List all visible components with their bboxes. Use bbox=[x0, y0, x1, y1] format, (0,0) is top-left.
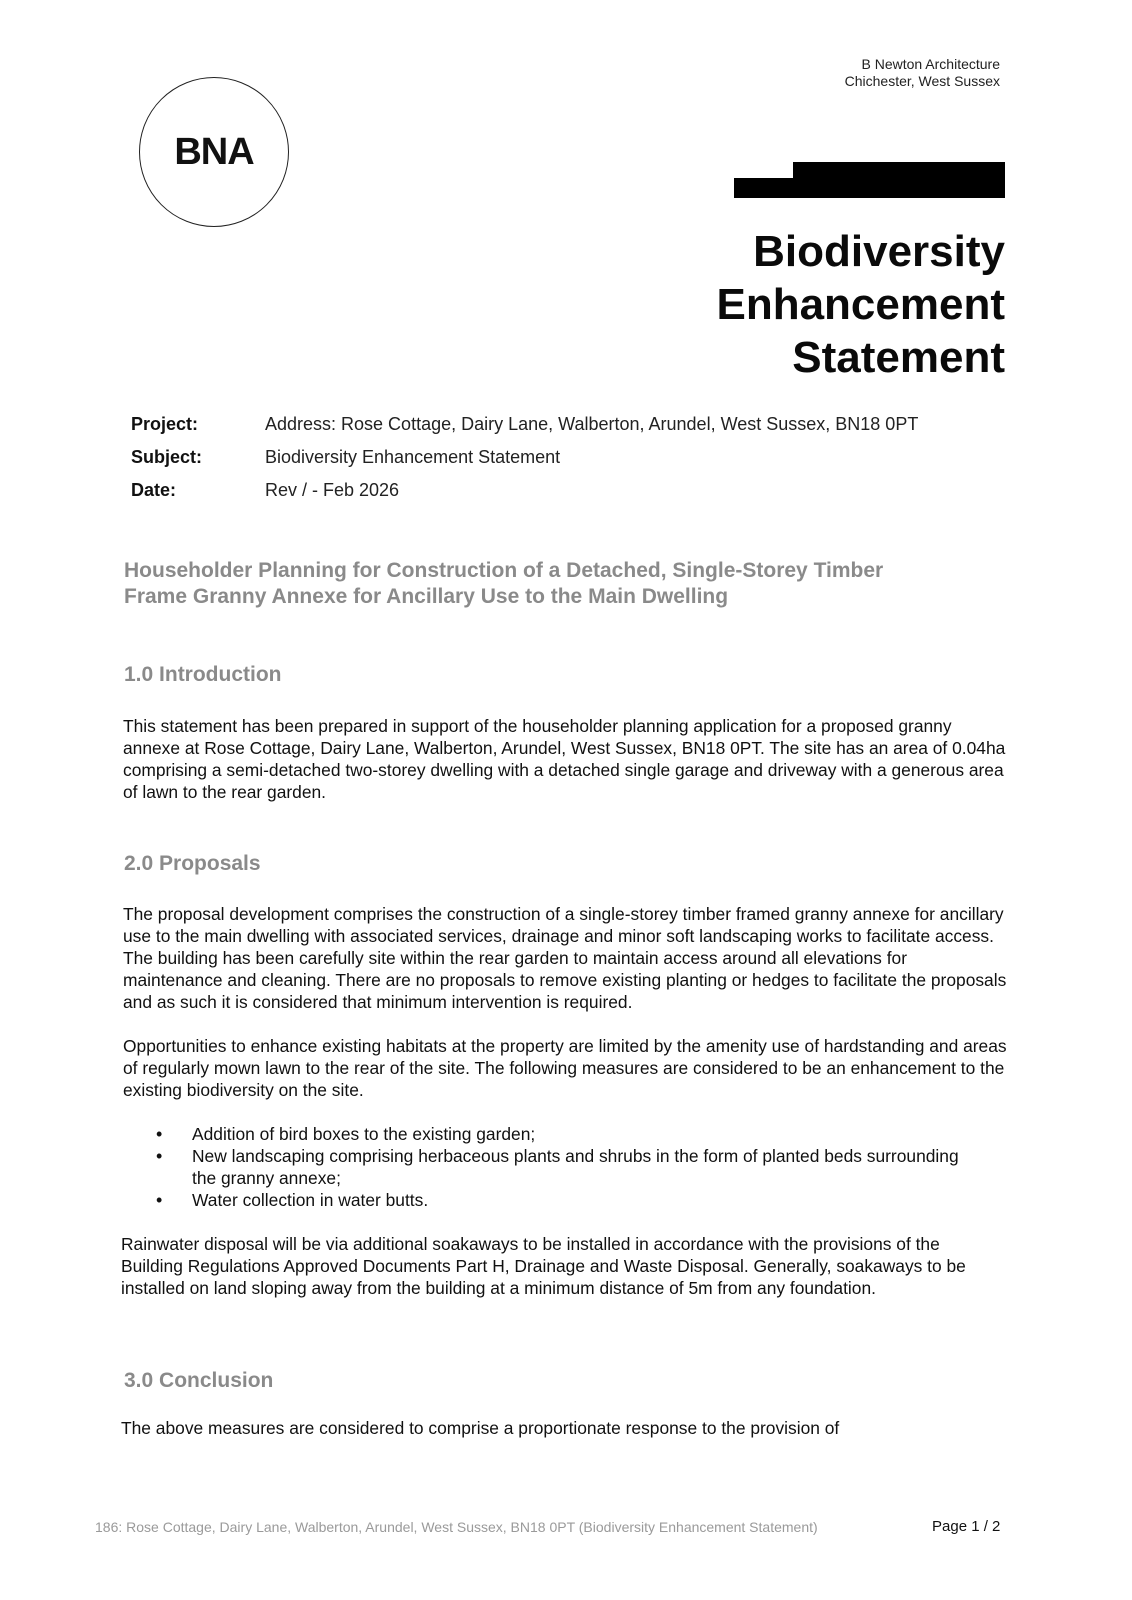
list-item: • Addition of bird boxes to the existing garden; bbox=[150, 1123, 970, 1145]
title-line: Biodiversity bbox=[753, 227, 1005, 276]
project-value: Address: Rose Cottage, Dairy Lane, Walberton, Arundel, West Sussex, BN18 0PT bbox=[265, 414, 919, 434]
document-subtitle bbox=[124, 558, 984, 610]
project-label: Project: bbox=[131, 414, 199, 434]
logo bbox=[139, 77, 289, 227]
firm-info bbox=[845, 56, 1000, 90]
subtitle-line: Frame Granny Annexe for Ancillary Use to the Main Dwelling bbox=[124, 585, 729, 608]
measures-list bbox=[150, 1123, 970, 1211]
firm-name: B Newton Architecture bbox=[861, 56, 1000, 72]
proposals-paragraph: The proposal development comprises the construction of a single-storey timber framed granny annexe for ancillary use to the main dwelling with associated services, drainage and minor soft landscaping works to facilitate access. The building has been carefully site within the rear garden to maintain access around all elevations for maintenance and cleaning. There are no proposals to remove existing planting or hedges to facilitate the proposals and as such it is considered that minimum intervention is required. bbox=[123, 904, 1007, 1012]
section-heading-conclusion: 3.0 Conclusion bbox=[124, 1369, 274, 1392]
title-line: Enhancement bbox=[716, 280, 1005, 329]
redaction-bar bbox=[734, 178, 1005, 198]
firm-location: Chichester, West Sussex bbox=[844, 73, 1000, 89]
subject-value: Biodiversity Enhancement Statement bbox=[265, 447, 561, 467]
list-item: • Water collection in water butts. bbox=[150, 1189, 970, 1211]
list-item: • New landscaping comprising herbaceous plants and shrubs in the form of planted beds surrounding the granny annexe; bbox=[150, 1145, 970, 1189]
conclusion-paragraph: The above measures are considered to comprise a proportionate response to the provision of bbox=[121, 1418, 840, 1438]
title-line: Statement bbox=[792, 333, 1005, 382]
date-label: Date: bbox=[131, 480, 177, 500]
logo-text: BNA bbox=[174, 130, 254, 173]
page-number: Page 1 / 2 bbox=[932, 1518, 1001, 1535]
footer-reference: 186: Rose Cottage, Dairy Lane, Walberton, Arundel, West Sussex, BN18 0PT (Biodiversity Enhancement Statement) bbox=[95, 1519, 818, 1535]
section-heading-proposals: 2.0 Proposals bbox=[124, 852, 261, 875]
proposals-paragraph: Opportunities to enhance existing habitats at the property are limited by the amenity use of hardstanding and areas of regularly mown lawn to the rear of the site. The following measures are considered to be an enhancement to the existing biodiversity on the site. bbox=[123, 1036, 1007, 1100]
subject-label: Subject: bbox=[131, 447, 203, 467]
section-heading-introduction: 1.0 Introduction bbox=[124, 663, 282, 686]
document-title bbox=[716, 225, 1005, 384]
subtitle-line: Householder Planning for Construction of a Detached, Single-Storey Timber bbox=[124, 559, 884, 582]
introduction-paragraph: This statement has been prepared in support of the householder planning application for a proposed granny annexe at Rose Cottage, Dairy Lane, Walberton, Arundel, West Sussex, BN18 0PT. The site has an area of 0.04ha comprising a semi-detached two-storey dwelling with a detached single garage and driveway with a generous area of lawn to the rear garden. bbox=[123, 716, 1006, 802]
proposals-paragraph: Rainwater disposal will be via additional soakaways to be installed in accordance with the provisions of the Building Regulations Approved Documents Part H, Drainage and Waste Disposal. Generally, soakaways to be installed on land sloping away from the building at a minimum distance of 5m from any foundation. bbox=[121, 1234, 966, 1298]
date-value: Rev / - Feb 2026 bbox=[265, 480, 400, 500]
